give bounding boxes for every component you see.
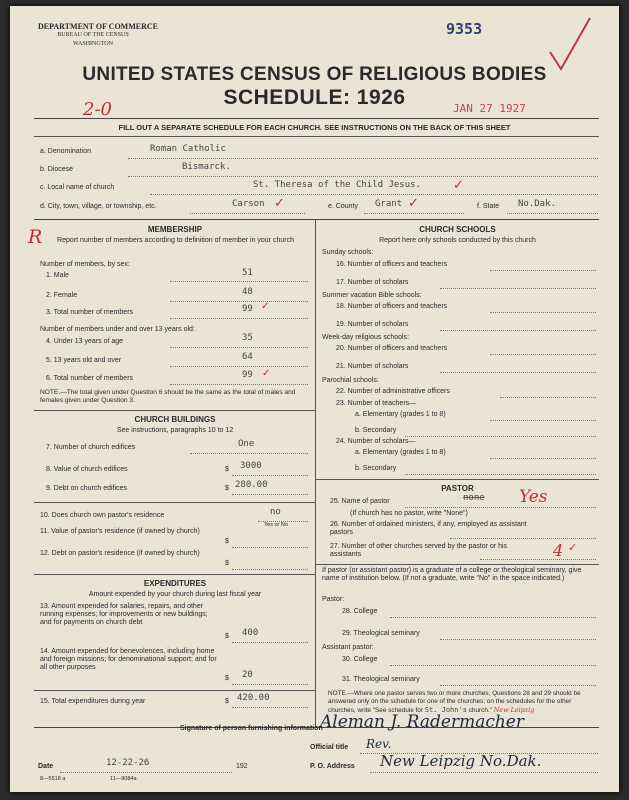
- census-schedule-sheet: [10, 6, 619, 792]
- buildings-heading: CHURCH BUILDINGS: [134, 415, 216, 424]
- q13-value: 400: [242, 628, 259, 638]
- q12-dollar: $: [225, 560, 229, 567]
- q27-label: 27. Number of other churches served by the pastor or his assistants: [330, 543, 508, 558]
- q24a-label: a. Elementary (grades 1 to 8): [355, 449, 446, 456]
- checkmark-icon: ✓: [274, 196, 285, 211]
- q10-value: no: [270, 507, 281, 517]
- official-title-label: Official title: [310, 744, 349, 751]
- yes-no-hint: Yes or No: [264, 522, 288, 528]
- county-label: e. County: [328, 203, 358, 210]
- county-value: Grant: [375, 199, 403, 209]
- date-year-suffix: 192: [236, 763, 248, 770]
- age-intro-label: Number of members under and over 13 years old:: [40, 326, 195, 333]
- date-label: Date: [38, 763, 54, 770]
- signature-label: Signature of person furnishing information: [180, 725, 323, 732]
- q5-label: 5. 13 years old and over: [46, 357, 122, 364]
- membership-intro: Report number of members according to definition of member in your church: [57, 237, 294, 244]
- print-number: 11—9084a: [110, 776, 137, 782]
- q4-value: 35: [242, 333, 253, 343]
- q20-label: 20. Number of officers and teachers: [336, 345, 448, 352]
- q8-value: 3000: [240, 461, 262, 471]
- serial-number: 9353: [446, 20, 483, 38]
- q2-value: 48: [242, 287, 253, 297]
- q29-label: 29. Theological seminary: [342, 630, 420, 637]
- q25-label: 25. Name of pastor: [330, 498, 390, 505]
- q9-dollar: $: [225, 485, 229, 492]
- checkmark-icon: ✓: [408, 196, 419, 211]
- address-label: P. O. Address: [310, 763, 355, 770]
- q18-label: 18. Number of officers and teachers: [336, 303, 448, 310]
- q15-label: 15. Total expenditures during year: [40, 698, 146, 705]
- local-name-value: St. Theresa of the Child Jesus.: [253, 180, 421, 190]
- membership-heading: MEMBERSHIP: [147, 225, 203, 234]
- graduate-note: If pastor (or assistant pastor) is a graduate of a college or theological seminary, give name of institution below. (If not a graduate, write "No" in the space indicated.): [322, 567, 582, 582]
- q25-handwritten-value: Yes: [519, 487, 548, 507]
- q12-label: 12. Debt on pastor's residence (if owned by church): [40, 550, 200, 557]
- pastor-note-text: NOTE.—Where one pastor serves two or more churches, Questions 28 and 29 should be answered only on the schedule for one of the churches; on the schedules for the other churches, write "See schedule for: [328, 690, 581, 714]
- signature-value: Aleman J. Radermacher: [320, 712, 524, 732]
- address-value: New Leipzig No.Dak.: [380, 752, 542, 770]
- q15-value: 420.00: [237, 693, 270, 703]
- q30-label: 30. College: [342, 656, 378, 663]
- state-label: f. State: [477, 203, 500, 210]
- schools-heading: CHURCH SCHOOLS: [419, 225, 496, 234]
- q23a-label: a. Elementary (grades 1 to 8): [355, 411, 446, 418]
- q15-dollar: $: [225, 698, 229, 705]
- summer-label: Summer vacation Bible schools:: [322, 292, 422, 299]
- sunday-label: Sunday schools:: [322, 249, 374, 256]
- expenditures-sub: Amount expended by your church during last fiscal year: [88, 591, 262, 598]
- schedule-title: SCHEDULE: 1926: [223, 86, 406, 109]
- date-stamp: JAN 27 1927: [453, 102, 526, 115]
- pastor-note-end: church.": [468, 707, 492, 714]
- local-name-label: c. Local name of church: [40, 184, 115, 191]
- pastor-heading: PASTOR: [441, 484, 474, 493]
- q23b-label: b. Secondary: [355, 427, 397, 434]
- denomination-label: a. Denomination: [40, 148, 91, 155]
- q14-value: 20: [242, 670, 253, 680]
- checkmark-icon: ✓: [453, 178, 464, 193]
- dept-name: DEPARTMENT OF COMMERCE: [38, 22, 159, 31]
- pastor-subhead: Pastor:: [322, 596, 345, 603]
- handwritten-code: 2-0: [83, 99, 112, 120]
- bureau-name: BUREAU OF THE CENSUS: [57, 32, 129, 38]
- q25-sub-label: (If church has no pastor, write "None"): [350, 510, 468, 517]
- q5-value: 64: [242, 352, 253, 362]
- margin-r-mark: R: [28, 226, 43, 248]
- buildings-sub: See instructions, paragraphs 10 to 12: [116, 427, 234, 434]
- checkmark-icon: ✓: [568, 541, 578, 554]
- q10-label: 10. Does church own pastor's residence: [40, 512, 165, 519]
- pastor-note-handwritten: New Leipzig: [493, 706, 535, 714]
- q14-label: 14. Amount expended for benevolences, including home and foreign missions; for denominational support; and for all other purposes: [40, 648, 217, 671]
- diocese-label: b. Diocese: [40, 166, 74, 173]
- state-value: No.Dak.: [518, 199, 556, 209]
- checkmark-icon: ✓: [261, 301, 270, 312]
- parochial-label: Parochial schools:: [322, 377, 379, 384]
- q27-value: 4: [553, 541, 564, 560]
- q3-value: 99: [242, 304, 253, 314]
- bureau-city: WASHINGTON: [73, 41, 113, 47]
- q11-label: 11. Value of pastor's residence (if owned by church): [40, 528, 200, 535]
- q31-label: 31. Theological seminary: [342, 676, 420, 683]
- q19-label: 19. Number of scholars: [336, 321, 409, 328]
- q6-label: 6. Total number of members: [46, 375, 134, 382]
- q1-value: 51: [242, 268, 253, 278]
- q23-label: 23. Number of teachers—: [336, 400, 417, 407]
- q21-label: 21. Number of scholars: [336, 363, 409, 370]
- assistant-subhead: Assistant pastor:: [322, 644, 374, 651]
- q24b-label: b. Secondary: [355, 465, 397, 472]
- q26-label: 26. Number of ordained ministers, if any, employed as assistant pastors: [330, 521, 527, 536]
- q24-label: 24. Number of scholars—: [336, 438, 416, 445]
- pastor-note-typed: St. John's: [424, 706, 467, 714]
- q2-label: 2. Female: [46, 292, 78, 299]
- q6-value: 99: [242, 370, 253, 380]
- q13-label: 13. Amount expended for salaries, repairs, and other running expenses; for improvements or new buildings; and for payments on church debt: [40, 603, 208, 626]
- q14-dollar: $: [225, 675, 229, 682]
- schools-intro: Report here only schools conducted by this church: [379, 237, 536, 244]
- city-value: Carson: [232, 199, 265, 209]
- q9-value: 280.00: [235, 480, 268, 490]
- q4-label: 4. Under 13 years of age: [46, 338, 124, 345]
- q28-label: 28. College: [342, 608, 378, 615]
- date-value: 12-22-26: [106, 758, 150, 768]
- denomination-value: Roman Catholic: [150, 144, 226, 154]
- q1-label: 1. Male: [46, 272, 69, 279]
- department-heading: [38, 22, 159, 49]
- expenditures-heading: EXPENDITURES: [143, 579, 207, 588]
- q3-label: 3. Total number of members: [46, 309, 134, 316]
- q7-label: 7. Number of church edifices: [46, 444, 136, 451]
- weekday-label: Week-day religious schools:: [322, 334, 410, 341]
- checkmark-icon: ✓: [262, 368, 271, 379]
- instructions-line: FILL OUT A SEPARATE SCHEDULE FOR EACH CHURCH. SEE INSTRUCTIONS ON THE BACK OF THIS SHEET: [118, 123, 511, 132]
- q22-label: 22. Number of administrative officers: [336, 388, 450, 395]
- q17-label: 17. Number of scholars: [336, 279, 409, 286]
- q8-dollar: $: [225, 466, 229, 473]
- official-title-value: Rev.: [366, 737, 392, 751]
- q11-dollar: $: [225, 538, 229, 545]
- q7-value: One: [238, 439, 255, 449]
- q25-typed-value: none: [463, 493, 485, 503]
- form-title: UNITED STATES CENSUS OF RELIGIOUS BODIES: [82, 64, 547, 85]
- q16-label: 16. Number of officers and teachers: [336, 261, 448, 268]
- by-sex-label: Number of members, by sex:: [40, 261, 130, 268]
- diocese-value: Bismarck.: [182, 162, 231, 172]
- city-label: d. City, town, village, or township, etc.: [40, 203, 157, 210]
- q9-label: 9. Debt on church edifices: [46, 485, 127, 492]
- membership-note: NOTE.—The total given under Question 6 should be the same as the total of males and females given under Question 3.: [40, 389, 296, 404]
- q13-dollar: $: [225, 633, 229, 640]
- q8-label: 8. Value of church edifices: [46, 466, 128, 473]
- form-number: 8—5518 a: [40, 776, 66, 782]
